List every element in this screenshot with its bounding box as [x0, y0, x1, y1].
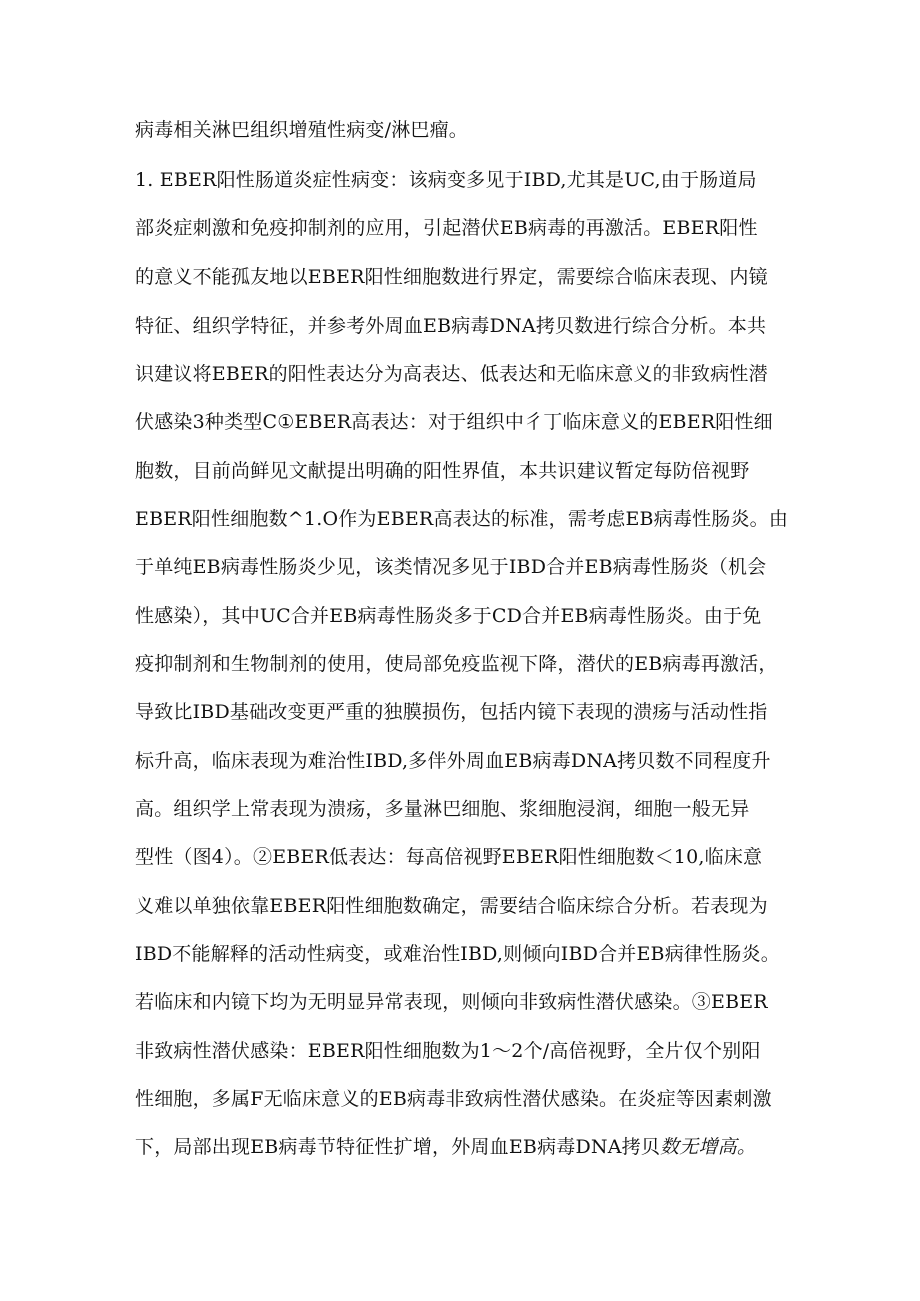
text-line: 标升高，临床表现为难治性IBD,多伴外周血EB病毒DNA拷贝数不同程度升 — [135, 750, 771, 772]
text-line: 型性（图4）。②EBER低表达：每高倍视野EBER阳性细胞数＜10,临床意 — [135, 846, 763, 868]
text-line: 高。组织学上常表现为溃疡，多量淋巴细胞、浆细胞浸润，细胞一般无异 — [135, 798, 750, 820]
text-line: 于单纯EB病毒性肠炎少见，该类情况多见于IBD合并EB病毒性肠炎（机会 — [135, 556, 767, 578]
text-line: IBD不能解释的活动性病变，或难治性IBD,则倾向IBD合并EB病律性肠炎。 — [135, 943, 780, 965]
text-line: 特征、组织学特征，并参考外周血EB病毒DNA拷贝数进行综合分析。本共 — [135, 315, 767, 337]
text-line: 疫抑制剂和生物制剂的使用，使局部免疫监视下降，潜伏的EB病毒再激活， — [135, 653, 778, 675]
text-line: 病毒相关淋巴组织增殖性病变/淋巴瘤。 — [135, 119, 469, 141]
text-line: 性细胞，多属F无临床意义的EB病毒非致病性潜伏感染。在炎症等因素刺激 — [135, 1088, 772, 1110]
text-line: 导致比IBD基础改变更严重的独膜损伤，包括内镜下表现的溃疡与活动性指 — [135, 701, 768, 723]
text-line: 伏感染3种类型C①EBER高表达：对于组织中彳丁临床意义的EBER阳性细 — [135, 411, 773, 433]
text-line: 若临床和内镜下均为无明显异常表现，则倾向非致病性潜伏感染。③EBER — [135, 991, 768, 1013]
text-line-italic-tail: 数无增高。 — [660, 1136, 757, 1158]
text-line: EBER阳性细胞数^1.O作为EBER高表达的标准，需考虑EB病毒性肠炎。由 — [135, 508, 789, 530]
text-line-main: 下，局部出现EB病毒节特征性扩增，外周血EB病毒DNA拷贝 — [135, 1136, 661, 1158]
text-line: 1. EBER阳性肠道炎症性病变：该病变多见于IBD,尤其是UC,由于肠道局 — [135, 169, 757, 191]
text-line-last — [135, 1134, 795, 1160]
text-line: 的意义不能孤友地以EBER阳性细胞数进行界定，需要综合临床表现、内镜 — [135, 266, 768, 288]
text-line: 义难以单独依靠EBER阳性细胞数确定，需要结合临床综合分析。若表现为 — [135, 895, 768, 917]
text-line: 胞数，目前尚鲜见文献提出明确的阳性界值，本共识建议暂定每防倍视野 — [135, 460, 750, 482]
text-line: 非致病性潜伏感染：EBER阳性细胞数为1～2个/高倍视野，全片仅个别阳 — [135, 1040, 761, 1062]
text-line: 识建议将EBER的阳性表达分为高表达、低表达和无临床意义的非致病性潜 — [135, 363, 768, 385]
text-line: 性感染），其中UC合并EB病毒性肠炎多于CD合并EB病毒性肠炎。由于免 — [135, 605, 762, 627]
text-line: 部炎症刺激和免疫抑制剂的应用，引起潜伏EB病毒的再激活。EBER阳性 — [135, 217, 758, 239]
